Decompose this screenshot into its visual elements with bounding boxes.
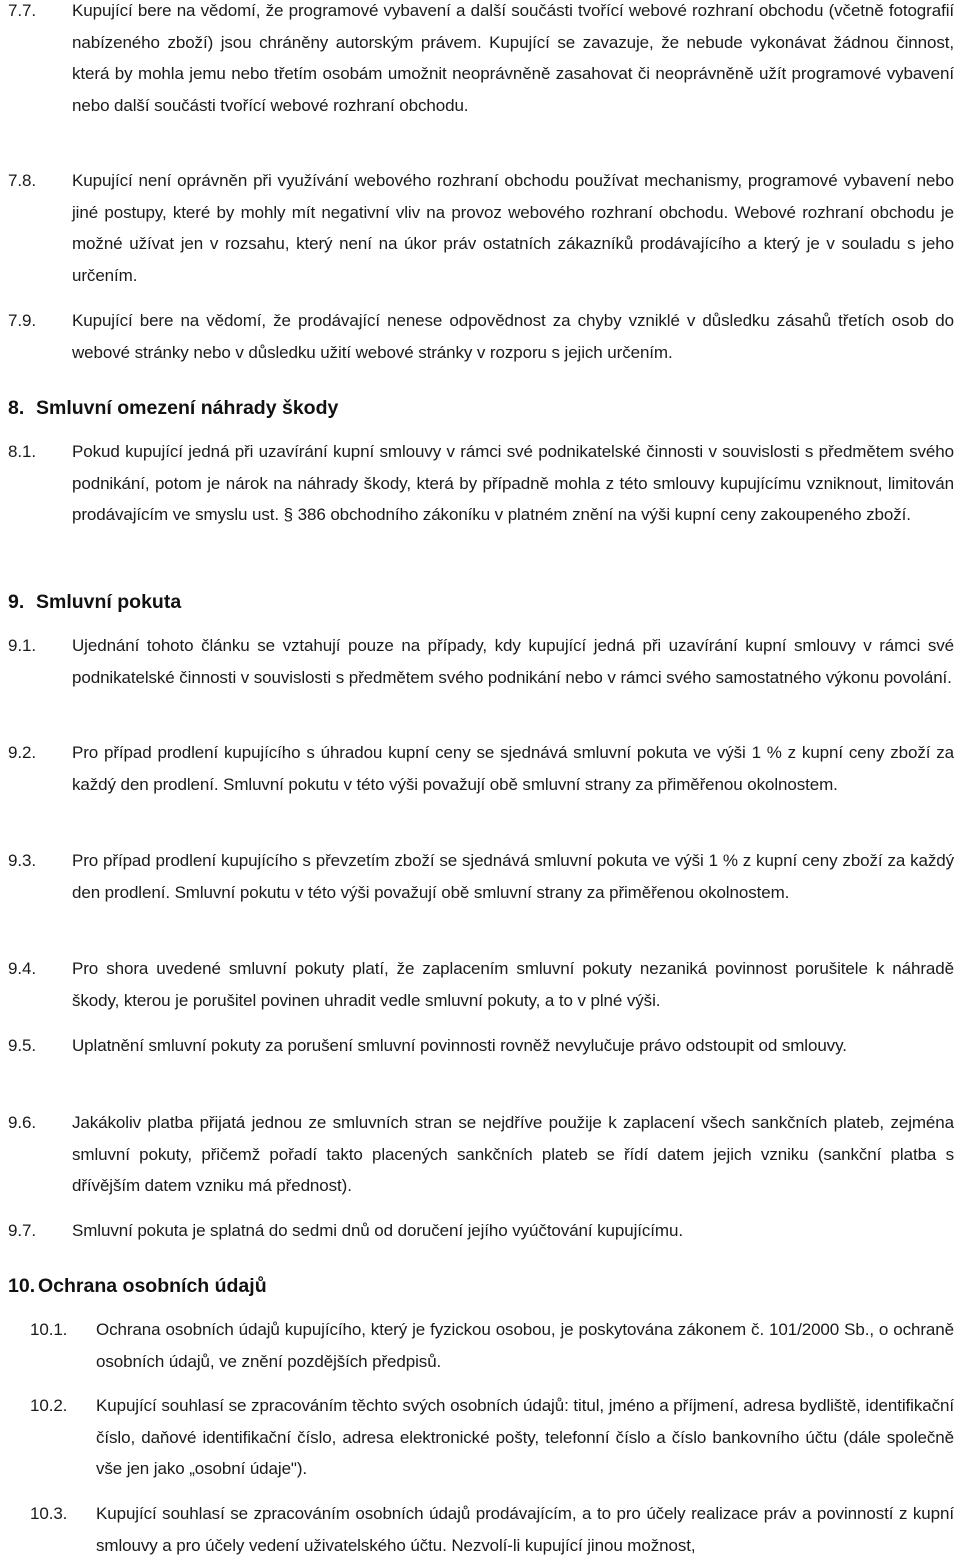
clause-text: Ujednání tohoto článku se vztahují pouze na případy, kdy kupující jedná při uzavírání kupní smlouvy v rámci své podnikatelské činnosti v souvislosti s předmětem svého podnikání nebo v rámci svého samostatného výkonu povolání.: [72, 636, 954, 687]
section-heading-9: [8, 588, 181, 616]
clause-text: Kupující bere na vědomí, že prodávající nenese odpovědnost za chyby vzniklé v důsledku zásahů třetích osob do webové stránky nebo v důsledku užití webové stránky v rozporu s jejich určením.: [72, 311, 954, 362]
clause-7-8: [8, 165, 954, 291]
clause-text: Smluvní pokuta je splatná do sedmi dnů od doručení jejího vyúčtování kupujícímu.: [72, 1221, 683, 1240]
clause-number: 9.1.: [8, 636, 36, 655]
clause-10-3: [0, 1498, 954, 1561]
clause-9-3: [8, 845, 954, 908]
clause-10-1: [0, 1314, 954, 1377]
clause-text: Uplatnění smluvní pokuty za porušení smluvní povinnosti rovněž nevylučuje právo odstoupit od smlouvy.: [72, 1036, 847, 1055]
section-number: 8.: [8, 397, 25, 419]
clause-8-1: [8, 436, 954, 531]
clause-9-2: [8, 737, 954, 800]
clause-number: 9.6.: [8, 1113, 36, 1132]
clause-text: Ochrana osobních údajů kupujícího, který je fyzickou osobou, je poskytována zákonem č. 101/2000 Sb., o ochraně osobních údajů, ve znění pozdějších předpisů.: [96, 1320, 954, 1371]
clause-number: 10.2.: [30, 1396, 68, 1415]
clause-text: Pokud kupující jedná při uzavírání kupní smlouvy v rámci své podnikatelské činnosti v souvislosti s předmětem svého podnikání, potom je nárok na náhrady škody, která by případně mohla z této smlouvy kupujícímu vzniknout, limitován prodávajícím ve smyslu ust. § 386 obchodního zákoníku v platném znění na výši kupní ceny zakoupeného zboží.: [72, 442, 954, 525]
clause-number: 9.7.: [8, 1221, 36, 1240]
clause-text: Jakákoliv platba přijatá jednou ze smluvních stran se nejdříve použije k zaplacení všech sankčních plateb, zejména smluvní pokuty, přičemž pořadí takto placených sankčních plateb se řídí datem jejich vzniku (sankční platba s dřívějším datem vzniku má přednost).: [72, 1113, 954, 1196]
section-number: 10.: [8, 1275, 36, 1297]
clause-number: 9.5.: [8, 1036, 36, 1055]
clause-number: 8.1.: [8, 442, 36, 461]
clause-10-2: [0, 1390, 954, 1485]
clause-text: Kupující souhlasí se zpracováním těchto svých osobních údajů: titul, jméno a příjmení, adresa bydliště, identifikační číslo, daňové identifikační číslo, adresa elektronické pošty, telefonní číslo a číslo bankovního účtu (dále společně vše jen jako „osobní údaje").: [96, 1396, 954, 1479]
clause-9-4: [8, 953, 954, 1016]
clause-9-6: [8, 1107, 954, 1202]
clause-7-7: [8, 0, 954, 121]
clause-number: 9.4.: [8, 959, 36, 978]
clause-number: 7.9.: [8, 311, 36, 330]
section-heading-8: [8, 394, 338, 422]
section-heading-10: [8, 1272, 267, 1300]
section-number: 9.: [8, 591, 25, 613]
clause-number: 7.8.: [8, 171, 36, 190]
clause-number: 10.1.: [30, 1320, 68, 1339]
clause-number: 10.3.: [30, 1504, 68, 1523]
clause-text: Pro shora uvedené smluvní pokuty platí, že zaplacením smluvní pokuty nezaniká povinnost porušitele k náhradě škody, kterou je porušitel povinen uhradit vedle smluvní pokuty, a to v plné výši.: [72, 959, 954, 1010]
clause-text: Pro případ prodlení kupujícího s převzetím zboží se sjednává smluvní pokuta ve výši 1 % z kupní ceny zboží za každý den prodlení. Smluvní pokutu v této výši považují obě smluvní strany za přiměřenou okolnostem.: [72, 851, 954, 902]
clause-number: 9.2.: [8, 743, 36, 762]
clause-text: Kupující není oprávněn při využívání webového rozhraní obchodu používat mechanismy, programové vybavení nebo jiné postupy, které by mohly mít negativní vliv na provoz webového rozhraní obchodu. Webové rozhraní obchodu je možné užívat jen v rozsahu, který není na úkor práv ostatních zákazníků prodávajícího a který je v souladu s jeho určením.: [72, 171, 954, 285]
clause-9-7: [8, 1215, 954, 1247]
clause-number: 7.7.: [8, 1, 36, 20]
clause-text: Kupující bere na vědomí, že programové vybavení a další součásti tvořící webové rozhraní obchodu (včetně fotografií nabízeného zboží) jsou chráněny autorským právem. Kupující se zavazuje, že nebude vykonávat žádnou činnost, která by mohla jemu nebo třetím osobám umožnit neoprávněně zasahovat či neoprávněně užít programové vybavení nebo další součásti tvořící webové rozhraní obchodu.: [72, 1, 954, 115]
clause-number: 9.3.: [8, 851, 36, 870]
clause-9-1: [8, 630, 954, 693]
clause-9-5: [8, 1030, 954, 1062]
clause-text: Kupující souhlasí se zpracováním osobních údajů prodávajícím, a to pro účely realizace práv a povinností z kupní smlouvy a pro účely vedení uživatelského účtu. Nezvolí-li kupující jinou možnost,: [96, 1504, 954, 1555]
section-title: Ochrana osobních údajů: [38, 1275, 267, 1297]
clause-7-9: [8, 305, 954, 368]
clause-text: Pro případ prodlení kupujícího s úhradou kupní ceny se sjednává smluvní pokuta ve výši 1 % z kupní ceny zboží za každý den prodlení. Smluvní pokutu v této výši považují obě smluvní strany za přiměřenou okolnostem.: [72, 743, 954, 794]
section-title: Smluvní omezení náhrady škody: [36, 397, 339, 419]
section-title: Smluvní pokuta: [36, 591, 182, 613]
